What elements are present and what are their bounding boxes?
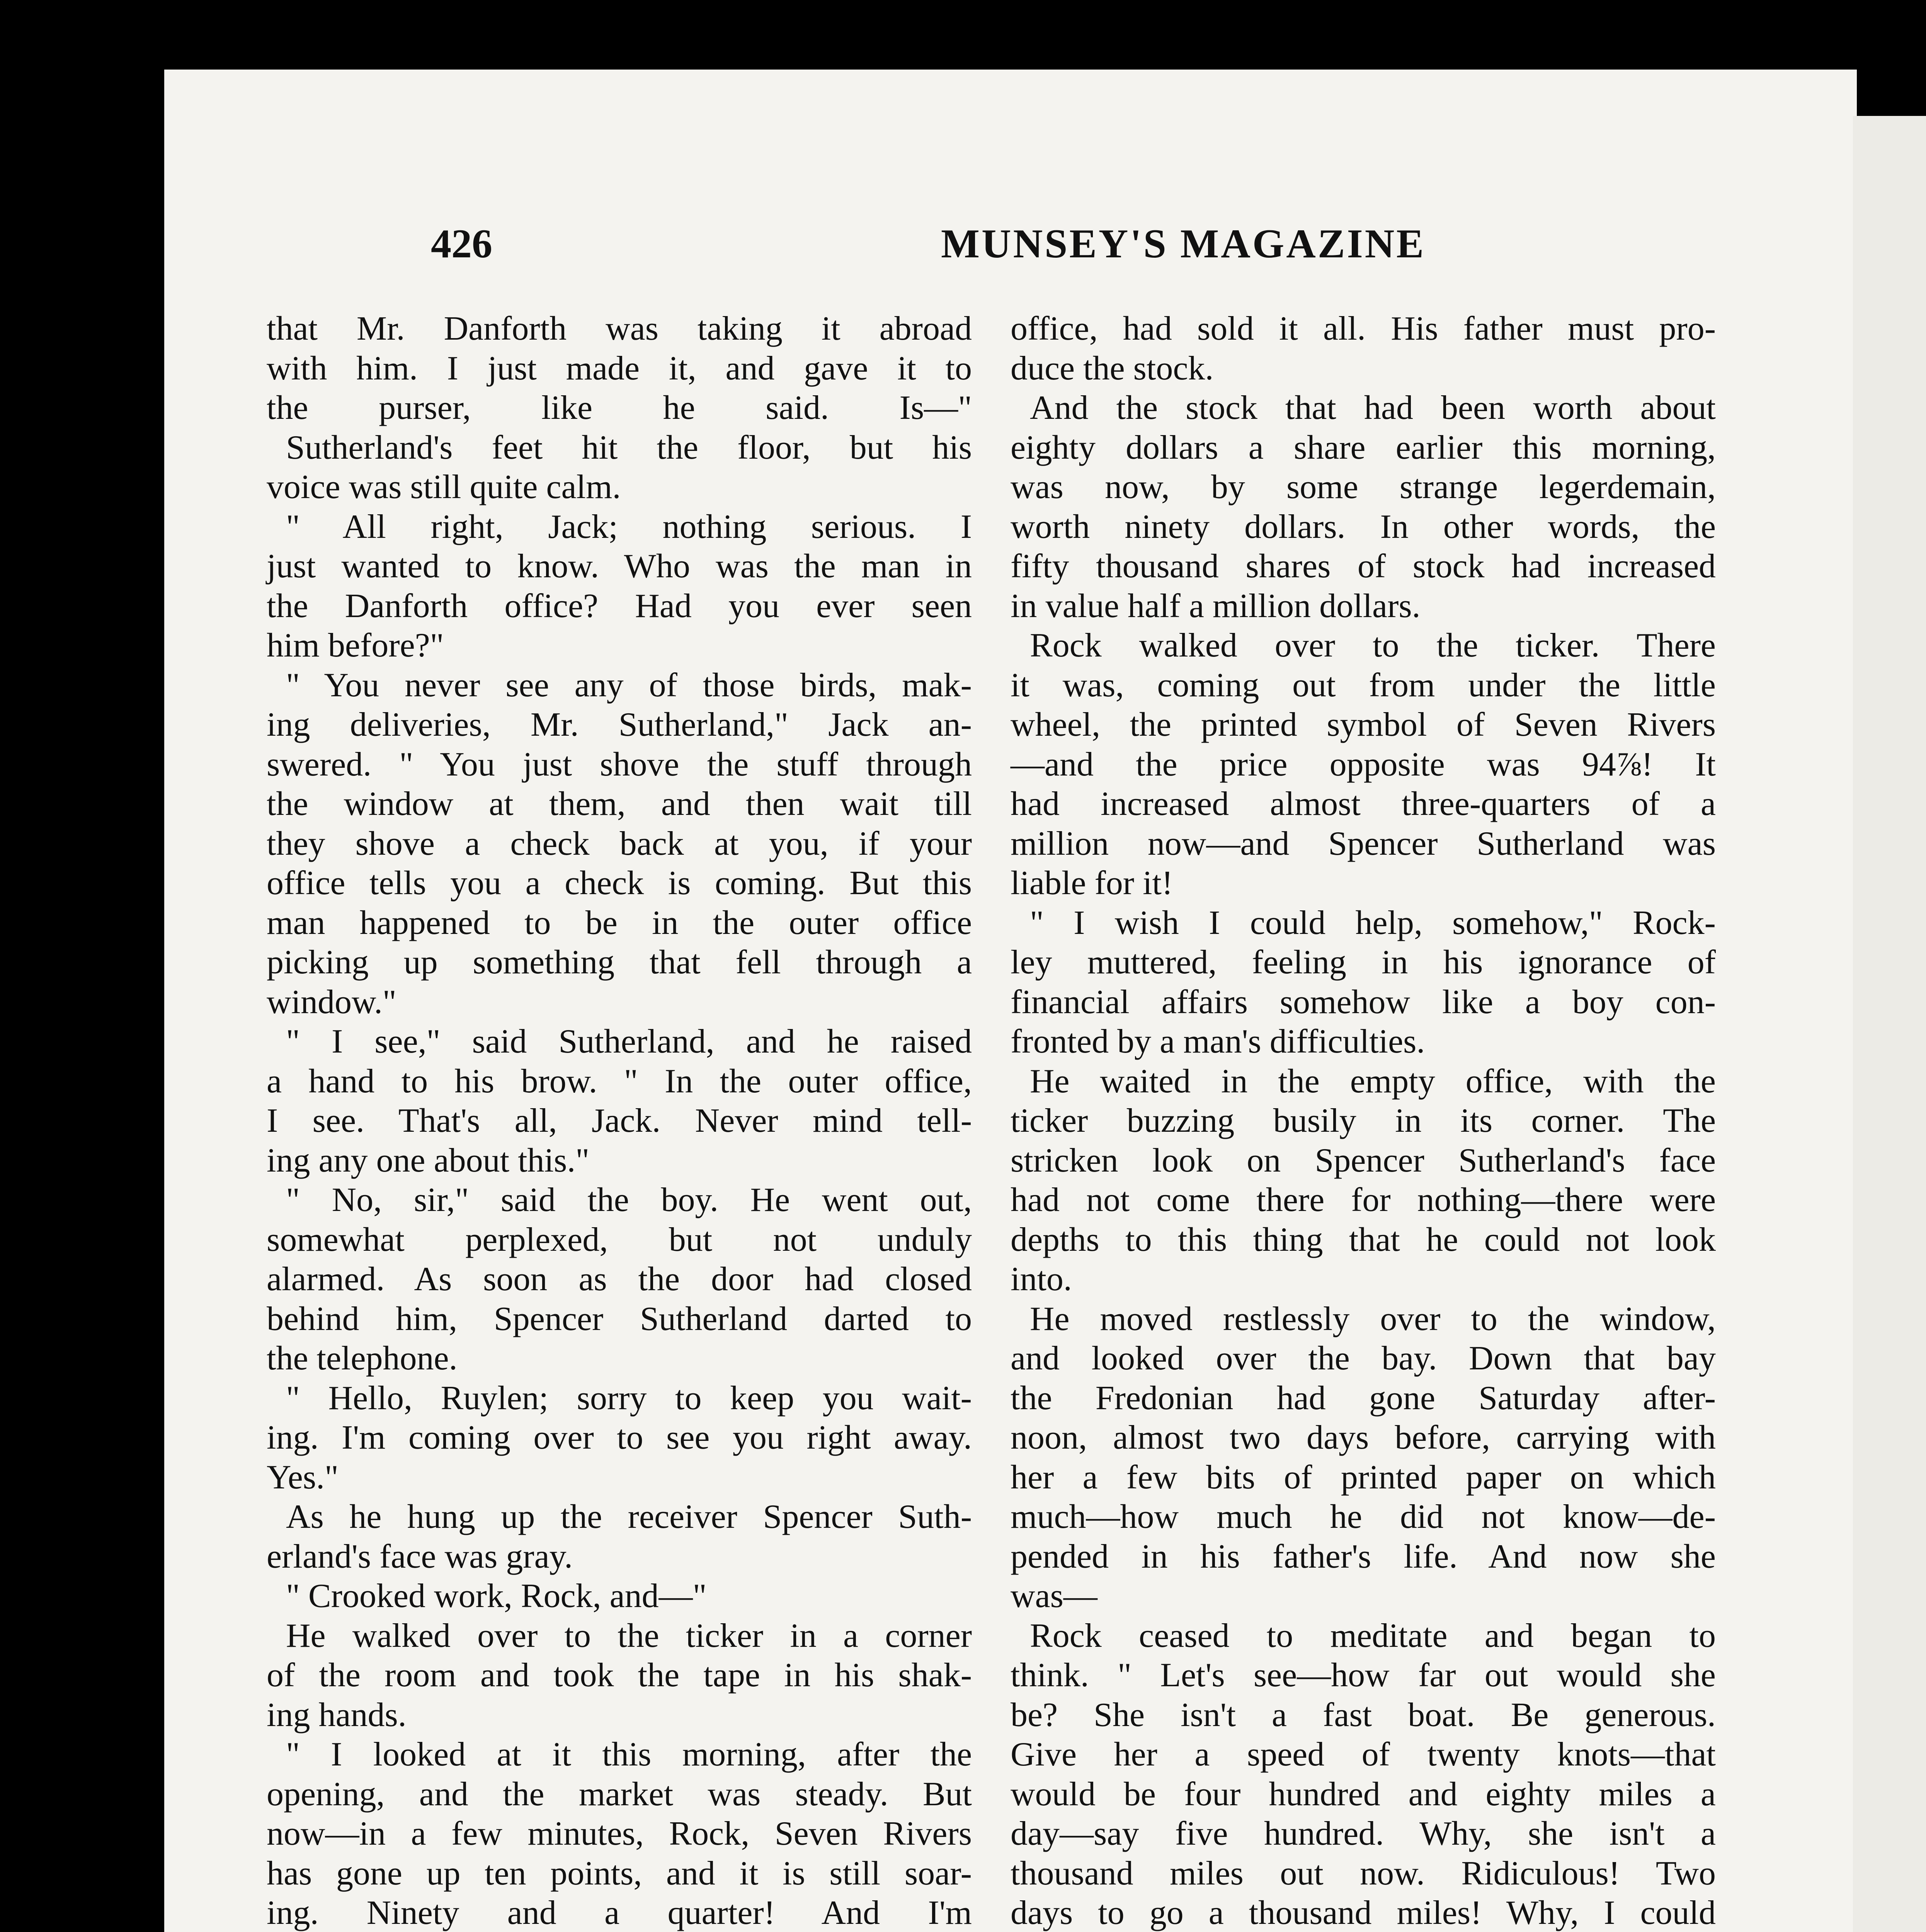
text-line: thousand miles out now. Ridiculous! Two	[1011, 1854, 1716, 1892]
text-line: liable for it!	[1011, 864, 1173, 902]
text-line: day—say five hundred. Why, she isn't a	[1011, 1815, 1716, 1852]
left-text-column	[267, 309, 972, 1932]
text-line: " You never see any of those birds, mak-	[286, 666, 972, 704]
text-line: I see. That's all, Jack. Never mind tell-	[267, 1102, 972, 1139]
text-line: Sutherland's feet hit the floor, but his	[286, 429, 972, 466]
text-line: of the room and took the tape in his shak-	[267, 1656, 972, 1694]
text-line: be? She isn't a fast boat. Be generous.	[1011, 1696, 1716, 1734]
paragraph	[267, 1735, 972, 1932]
text-line: behind him, Spencer Sutherland darted to	[267, 1300, 972, 1338]
text-line: think. " Let's see—how far out would she	[1011, 1656, 1716, 1694]
text-line: Rock ceased to meditate and began to	[1030, 1617, 1716, 1655]
text-line: " I wish I could help, somehow," Rock-	[1030, 904, 1716, 942]
text-line: " No, sir," said the boy. He went out,	[286, 1181, 972, 1219]
text-line: man happened to be in the outer office	[267, 904, 972, 942]
text-line: depths to this thing that he could not look	[1011, 1221, 1716, 1259]
right-text-column	[1011, 309, 1716, 1932]
paragraph	[1011, 1616, 1716, 1932]
text-line: wheel, the printed symbol of Seven Rivers	[1011, 706, 1716, 743]
text-line: the Danforth office? Had you ever seen	[267, 587, 972, 625]
paragraph	[267, 1379, 972, 1498]
running-head: MUNSEY'S MAGAZINE	[941, 221, 1426, 266]
text-line: now—in a few minutes, Rock, Seven Rivers	[267, 1815, 972, 1852]
text-line: office tells you a check is coming. But this	[267, 864, 972, 902]
text-line: office, had sold it all. His father must pro-	[1011, 310, 1716, 347]
text-line: a hand to his brow. " In the outer office,	[267, 1062, 972, 1100]
text-line: had increased almost three-quarters of a	[1011, 785, 1716, 823]
paragraph	[1011, 626, 1716, 903]
text-line: He walked over to the ticker in a corner	[286, 1617, 972, 1655]
text-line: ing any one about this."	[267, 1141, 590, 1179]
text-line: was now, by some strange legerdemain,	[1011, 468, 1716, 506]
paragraph	[267, 1022, 972, 1180]
text-line: ing deliveries, Mr. Sutherland," Jack an-	[267, 706, 972, 743]
text-line: " Hello, Ruylen; sorry to keep you wait-	[286, 1379, 972, 1417]
text-line: the purser, like he said. Is—"	[267, 389, 972, 427]
text-line: worth ninety dollars. In other words, the	[1011, 508, 1716, 546]
paragraph	[267, 428, 972, 507]
paragraph	[1011, 388, 1716, 626]
text-line: ing. I'm coming over to see you right away.	[267, 1419, 972, 1456]
text-line: voice was still quite calm.	[267, 468, 621, 506]
paragraph	[1011, 903, 1716, 1062]
text-line: somewhat perplexed, but not unduly	[267, 1221, 972, 1259]
text-line: And the stock that had been worth about	[1030, 389, 1716, 427]
text-line: swered. " You just shove the stuff through	[267, 745, 972, 783]
text-line: Give her a speed of twenty knots—that	[1011, 1736, 1716, 1773]
text-line: they shove a check back at you, if your	[267, 825, 972, 862]
paragraph	[267, 1180, 972, 1379]
text-line: ing hands.	[267, 1696, 407, 1734]
text-line: and looked over the bay. Down that bay	[1011, 1340, 1716, 1377]
text-line: much—how much he did not know—de-	[1011, 1498, 1716, 1536]
text-line: her a few bits of printed paper on which	[1011, 1458, 1716, 1496]
text-line: " Crooked work, Rock, and—"	[286, 1577, 707, 1615]
text-line: Yes."	[267, 1458, 339, 1496]
text-line: opening, and the market was steady. But	[267, 1775, 972, 1813]
text-line: duce the stock.	[1011, 349, 1214, 387]
text-line: fronted by a man's difficulties.	[1011, 1023, 1425, 1060]
text-line: noon, almost two days before, carrying with	[1011, 1419, 1716, 1456]
paragraph	[267, 1577, 972, 1616]
paragraph	[267, 507, 972, 666]
paragraph	[267, 309, 972, 428]
text-line: had not come there for nothing—there were	[1011, 1181, 1716, 1219]
text-line: " I looked at it this morning, after the	[286, 1736, 972, 1773]
text-line: the Fredonian had gone Saturday after-	[1011, 1379, 1716, 1417]
text-line: the telephone.	[267, 1340, 458, 1377]
text-line: He waited in the empty office, with the	[1030, 1062, 1716, 1100]
text-line: —and the price opposite was 94⅞! It	[1011, 745, 1716, 783]
text-line: him before?"	[267, 627, 444, 664]
text-line: days to go a thousand miles! Why, I could	[1011, 1894, 1716, 1932]
text-line: He moved restlessly over to the window,	[1030, 1300, 1716, 1338]
text-line: has gone up ten points, and it is still soar-	[267, 1854, 972, 1892]
adjacent-page-edge	[1853, 116, 1926, 1932]
paragraph	[1011, 1299, 1716, 1616]
page-number: 426	[431, 221, 492, 266]
text-line: in value half a million dollars.	[1011, 587, 1421, 625]
text-line: pended in his father's life. And now she	[1011, 1537, 1716, 1575]
paragraph	[267, 1497, 972, 1577]
text-line: picking up something that fell through a	[267, 944, 972, 981]
text-line: " I see," said Sutherland, and he raised	[286, 1023, 972, 1060]
text-line: stricken look on Spencer Sutherland's face	[1011, 1141, 1716, 1179]
text-line: ing. Ninety and a quarter! And I'm	[267, 1894, 972, 1932]
text-line: into.	[1011, 1260, 1072, 1298]
text-line: eighty dollars a share earlier this morning,	[1011, 429, 1716, 466]
text-line: financial affairs somehow like a boy con-	[1011, 983, 1716, 1021]
text-line: As he hung up the receiver Spencer Suth-	[286, 1498, 972, 1536]
text-line: window."	[267, 983, 396, 1021]
text-line: would be four hundred and eighty miles a	[1011, 1775, 1716, 1813]
text-line: alarmed. As soon as the door had closed	[267, 1260, 972, 1298]
page-header	[164, 216, 1857, 278]
paragraph	[1011, 309, 1716, 388]
text-line: ticker buzzing busily in its corner. The	[1011, 1102, 1716, 1139]
paragraph	[267, 666, 972, 1022]
text-line: erland's face was gray.	[267, 1537, 573, 1575]
text-line: fifty thousand shares of stock had increased	[1011, 548, 1716, 585]
magazine-page	[164, 70, 1857, 1932]
text-line: that Mr. Danforth was taking it abroad	[267, 310, 972, 347]
text-line: just wanted to know. Who was the man in	[267, 548, 972, 585]
text-line: Rock walked over to the ticker. There	[1030, 627, 1716, 664]
text-line: it was, coming out from under the little	[1011, 666, 1716, 704]
text-line: was—	[1011, 1577, 1097, 1615]
paragraph	[267, 1616, 972, 1735]
text-line: with him. I just made it, and gave it to	[267, 349, 972, 387]
text-line: ley muttered, feeling in his ignorance of	[1011, 944, 1716, 981]
paragraph	[1011, 1062, 1716, 1299]
text-line: " All right, Jack; nothing serious. I	[286, 508, 972, 546]
text-line: the window at them, and then wait till	[267, 785, 972, 823]
text-line: million now—and Spencer Sutherland was	[1011, 825, 1716, 862]
